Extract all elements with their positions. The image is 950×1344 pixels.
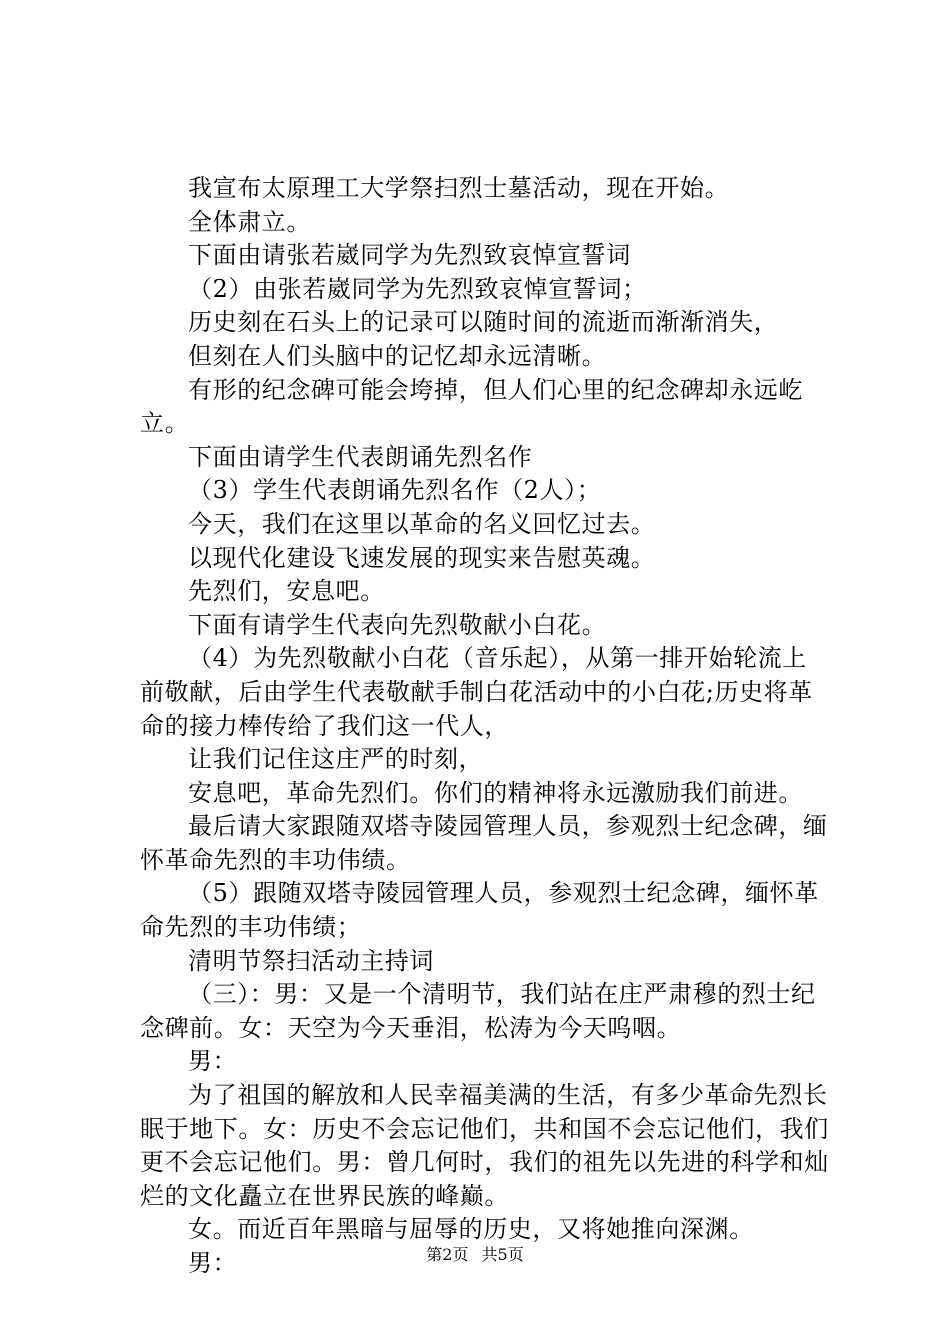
- paragraph: （三）：男：又是一个清明节，我们站在庄严肃穆的烈士纪念碑前。女：天空为今天垂泪，松涛为今天呜咽。: [140, 980, 816, 1042]
- paragraph: 让我们记住这庄严的时刻，: [188, 745, 484, 774]
- paragraph: 为了祖国的解放和人民幸福美满的生活，有多少革命先烈长眠于地下。女：历史不会忘记他们，共和国不会忘记他们，我们更不会忘记他们。男：曾几何时，我们的祖先以先进的科学和灿烂的文化矗立在世界民族的峰巅。: [140, 1081, 829, 1210]
- paragraph: （5）跟随双塔寺陵园管理人员，参观烈士纪念碑，缅怀革命先烈的丰功伟绩；: [140, 879, 819, 942]
- paragraph: 先烈们，安息吧。: [188, 577, 385, 606]
- paragraph: 但刻在人们头脑中的记忆却永远清晰。: [188, 341, 607, 370]
- paragraph: 男：: [188, 1047, 238, 1076]
- paragraph: 全体肃立。: [188, 207, 311, 236]
- paragraph: 下面由请学生代表朗诵先烈名作: [188, 442, 533, 471]
- paragraph: 女。而近百年黑暗与屈辱的历史，又将她推向深渊。: [188, 1215, 754, 1244]
- section-heading: 清明节祭扫活动主持词: [188, 946, 434, 975]
- page-number: 第2页: [426, 1245, 469, 1264]
- paragraph: （3）学生代表朗诵先烈名作（2人）；: [188, 476, 602, 505]
- paragraph: （2）由张若崴同学为先烈致哀悼宣誓词；: [188, 274, 647, 303]
- paragraph: 安息吧，革命先烈们。你们的精神将永远激励我们前进。: [188, 778, 803, 807]
- paragraph: 历史刻在石头上的记录可以随时间的流逝而渐渐消失，: [188, 308, 779, 337]
- paragraph: 下面有请学生代表向先烈敬献小白花。: [188, 610, 607, 639]
- paragraph: 最后请大家跟随双塔寺陵园管理人员，参观烈士纪念碑，缅怀革命先烈的丰功伟绩。: [140, 812, 828, 874]
- paragraph: 有形的纪念碑可能会垮掉，但人们心里的纪念碑却永远屹立。: [140, 375, 803, 438]
- paragraph: 下面由请张若崴同学为先烈致哀悼宣誓词: [188, 241, 631, 270]
- paragraph: 今天，我们在这里以革命的名义回忆过去。: [188, 509, 656, 538]
- page-total: 共5页: [481, 1245, 524, 1264]
- paragraph: 男：: [188, 1249, 238, 1277]
- document-body: [140, 172, 830, 1281]
- paragraph: （4）为先烈敬献小白花（音乐起），从第一排开始轮流上前敬献，后由学生代表敬献手制白花活动中的小白花;历史将革命的接力棒传给了我们这一代人，: [140, 644, 813, 740]
- paragraph: 我宣布太原理工大学祭扫烈士墓活动，现在开始。: [188, 174, 730, 202]
- page-footer: [0, 1245, 950, 1265]
- paragraph: 以现代化建设飞速发展的现实来告慰英魂。: [188, 543, 656, 572]
